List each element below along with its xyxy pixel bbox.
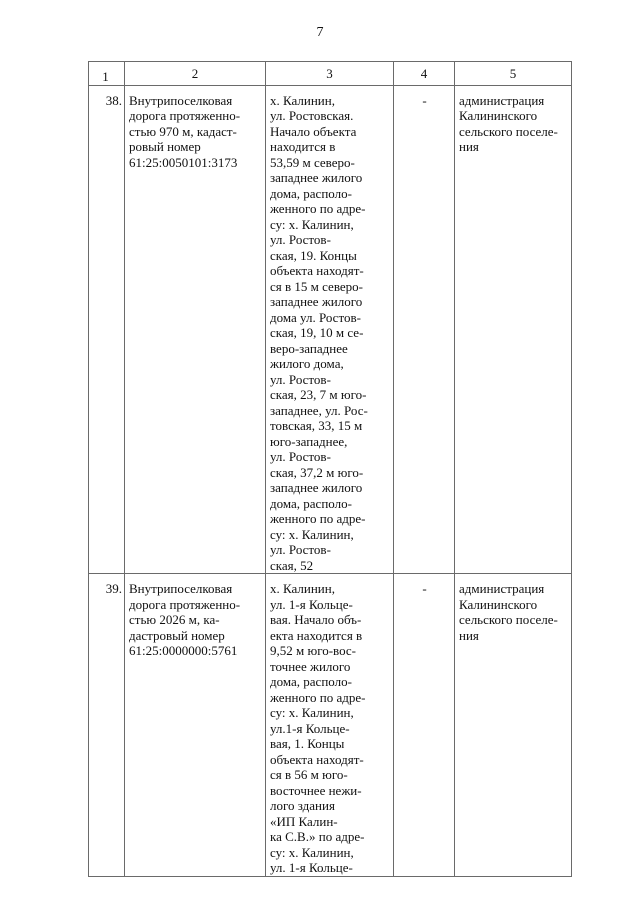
page-number: 7 bbox=[316, 25, 324, 40]
object-name-cell bbox=[125, 574, 266, 877]
header-col-5-label: 5 bbox=[509, 65, 517, 81]
header-col-1 bbox=[89, 62, 125, 86]
header-col-3-label: 3 bbox=[326, 65, 333, 81]
owner: администрация Калининского сельского поселе- ния bbox=[459, 581, 558, 643]
header-col-4 bbox=[394, 62, 455, 86]
owner-cell bbox=[455, 574, 572, 877]
table-row bbox=[89, 85, 572, 574]
header-col-2-label: 2 bbox=[191, 65, 199, 81]
row-number: 38. bbox=[105, 92, 122, 108]
object-location-cell bbox=[266, 574, 394, 877]
object-name: Внутрипоселковая дорога протяженно- стью 970 м, кадаст- ровый номер 61:25:0050101:3173 bbox=[129, 92, 241, 170]
table-row bbox=[89, 574, 572, 877]
header-col-3 bbox=[266, 62, 394, 86]
row-number-cell bbox=[89, 574, 125, 877]
owner: администрация Калининского сельского поселе- ния bbox=[459, 92, 558, 154]
objects-table bbox=[88, 61, 572, 877]
header-col-2 bbox=[125, 62, 266, 86]
col4-value: - bbox=[422, 92, 427, 108]
table-header-row bbox=[89, 62, 572, 86]
object-name: Внутрипоселковая дорога протяженно- стью 2026 м, ка- дастровый номер 61:25:0000000:5761 bbox=[129, 581, 241, 658]
col4-value: - bbox=[422, 581, 427, 596]
object-location-cell bbox=[266, 85, 394, 574]
owner-cell bbox=[455, 85, 572, 574]
header-col-1-label: 1 bbox=[102, 69, 109, 84]
header-col-5 bbox=[455, 62, 572, 86]
col4-cell bbox=[394, 85, 455, 574]
row-number-cell bbox=[89, 85, 125, 574]
object-location: х. Калинин, ул. Ростовская. Начало объекта находится в 53,59 м северо- западнее жилого дома, располо- женного по адре- су: х. Калинин, ул. Ростов- ская, 19. Концы объекта находят- ся в 15 м северо- западнее жилого дома ул. Ростов- ская, 19, 10 м се- веро-западнее жилого дома, ул. Ростов- ская, 23, 7 м юго- западнее, ул. Рос- товская, 33, 15 м юго-западнее, ул. Ростов- ская, 37,2 м юго- западнее жилого дома, располо- женного по адре- су: х. Калинин, ул. Ростов- ская, 52 bbox=[270, 92, 368, 573]
object-location: х. Калинин, ул. 1-я Кольце- вая. Начало объ- екта находится в 9,52 м юго-вос- точнее жилого дома, располо- женного по адре- су: х. Калинин, ул.1-я Кольце- вая, 1. Концы объекта находят- ся в 56 м юго- восточнее нежи- лого здания «ИП Калин- ка С.В.» по адре- су: х. Калинин, ул. 1-я Кольце- bbox=[270, 581, 366, 875]
object-name-cell bbox=[125, 85, 266, 574]
row-number: 39. bbox=[105, 581, 122, 596]
col4-cell bbox=[394, 574, 455, 877]
header-col-4-label: 4 bbox=[420, 65, 428, 81]
